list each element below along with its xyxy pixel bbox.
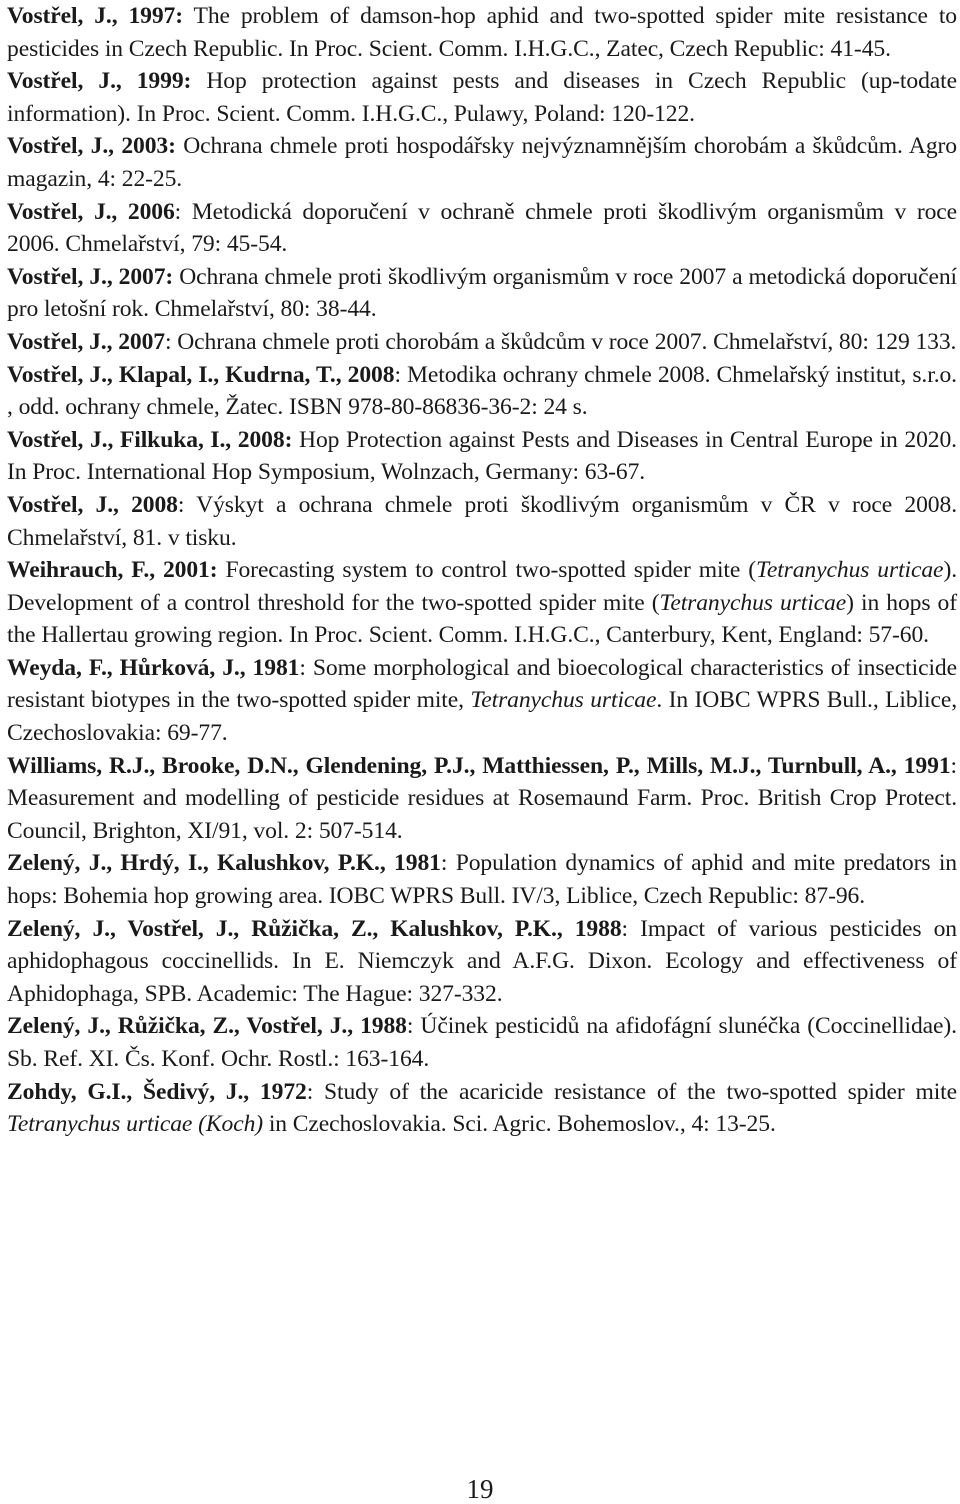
reference-text: : Measurement and modelling of pesticide residues at Rosemaund Farm. Proc. British Crop Protect. Council, Brighton, XI/91, vol. 2: 507-514. bbox=[7, 752, 957, 844]
reference-entry bbox=[7, 913, 957, 1011]
reference-entry bbox=[7, 1010, 957, 1075]
reference-text: : Some morphological and bioecological characteristics of insecticide resistant biotypes in the two-spotted spider mite, bbox=[7, 654, 957, 714]
reference-authors: Vostřel, J., Klapal, I., Kudrna, T., 2008 bbox=[7, 361, 395, 388]
reference-authors: Vostřel, J., 2008 bbox=[7, 491, 178, 518]
reference-text: Hop protection against pests and diseases in Czech Republic (up-todate information). In Proc. Scient. Comm. I.H.G.C., Pulawy, Poland: 120-122. bbox=[7, 68, 957, 127]
reference-authors: Zelený, J., Růžička, Z., Vostřel, J., 1988 bbox=[7, 1013, 407, 1040]
reference-text: : Metodika ochrany chmele 2008. Chmelařský institut, s.r.o. , odd. ochrany chmele, Žatec. ISBN 978-80-86836-36-2: 24 s. bbox=[7, 361, 957, 421]
species-name: Tetranychus urticae bbox=[470, 687, 657, 714]
reference-text: ) in hops of the Hallertau growing region. In Proc. Scient. Comm. I.H.G.C., Canterbury, Kent, England: 57-60. bbox=[7, 589, 958, 649]
reference-text: : Účinek pesticidů na afidofágní slunéčka (Coccinellidae). Sb. Ref. XI. Čs. Konf. Ochr. Rostl.: 163-164. bbox=[7, 1013, 957, 1072]
reference-authors: Vostřel, J., 1997: bbox=[7, 3, 184, 29]
reference-text: : Výskyt a ochrana chmele proti škodlivým organismům v ČR v roce 2008. Chmelařství, 81. v tisku. bbox=[7, 491, 957, 551]
reference-text: : Impact of various pesticides on aphidophagous coccinellids. In E. Niemczyk and A.F.G. Dixon. Ecology and effectiveness of Aphidophaga, SPB. Academic: The Hague: 327-332. bbox=[7, 915, 957, 1007]
reference-entry bbox=[7, 847, 957, 912]
reference-authors: Vostřel, J., 2007 bbox=[7, 328, 165, 355]
page-number: 19 bbox=[466, 1474, 494, 1504]
reference-entry bbox=[7, 750, 957, 848]
reference-text: Ochrana chmele proti škodlivým organismům v roce 2007 a metodická doporučení pro letošní rok. Chmelařství, 80: 38-44. bbox=[7, 263, 957, 323]
reference-authors: Weihrauch, F., 2001: bbox=[7, 557, 218, 584]
reference-authors: Zohdy, G.I., Šedivý, J., 1972 bbox=[7, 1078, 307, 1105]
species-name: Tetranychus urticae (Koch) bbox=[7, 1111, 264, 1138]
reference-authors: Vostřel, J., 2003: bbox=[7, 133, 176, 160]
reference-entry bbox=[7, 489, 957, 554]
reference-text: in Czechoslovakia. Sci. Agric. Bohemoslov., 4: 13-25. bbox=[263, 1111, 776, 1138]
reference-authors: Zelený, J., Vostřel, J., Růžička, Z., Kalushkov, P.K., 1988 bbox=[7, 915, 622, 942]
reference-authors: Williams, R.J., Brooke, D.N., Glendening, P.J., Matthiessen, P., Mills, M.J., Turnbull, A., 1991 bbox=[7, 752, 951, 779]
reference-text: The problem of damson-hop aphid and two-spotted spider mite resistance to pesticides in Czech Republic. In Proc. Scient. Comm. I.H.G.C., Zatec, Czech Republic: 41-45. bbox=[7, 3, 957, 62]
reference-text: ). Development of a control threshold for the two-spotted spider mite ( bbox=[7, 557, 957, 616]
reference-entry bbox=[7, 1076, 957, 1141]
reference-authors: Weyda, F., Hůrková, J., 1981 bbox=[7, 654, 300, 681]
reference-text: : Study of the acaricide resistance of the two-spotted spider mite bbox=[306, 1078, 957, 1105]
reference-text: Ochrana chmele proti hospodářsky nejvýznamnějším chorobám a škůdcům. Agro magazin, 4: 22-25. bbox=[7, 133, 957, 192]
reference-list bbox=[7, 0, 957, 1141]
reference-entry bbox=[7, 424, 957, 489]
reference-authors: Vostřel, J., Filkuka, I., 2008: bbox=[7, 426, 293, 453]
reference-page bbox=[7, 0, 957, 1141]
reference-authors: Vostřel, J., 2007: bbox=[7, 263, 174, 290]
reference-authors: Zelený, J., Hrdý, I., Kalushkov, P.K., 1981 bbox=[7, 850, 441, 877]
reference-entry bbox=[7, 554, 957, 652]
species-name: Tetranychus urticae bbox=[659, 589, 847, 616]
reference-entry bbox=[7, 261, 957, 326]
reference-entry bbox=[7, 652, 957, 750]
reference-authors: Vostřel, J., 2006 bbox=[7, 198, 175, 225]
reference-entry bbox=[7, 326, 957, 359]
reference-text: Forecasting system to control two-spotted spider mite ( bbox=[217, 557, 756, 584]
reference-authors: Vostřel, J., 1999: bbox=[7, 68, 192, 95]
species-name: Tetranychus urticae bbox=[755, 557, 944, 584]
reference-text: : Metodická doporučení v ochraně chmele proti škodlivým organismům v roce 2006. Chmelařství, 79: 45-54. bbox=[7, 198, 958, 258]
reference-text: : Population dynamics of aphid and mite predators in hops: Bohemia hop growing area. IOBC WPRS Bull. IV/3, Liblice, Czech Republic: 87-96. bbox=[7, 850, 958, 910]
reference-text: . In IOBC WPRS Bull., Liblice, Czechoslovakia: 69-77. bbox=[7, 687, 957, 747]
reference-entry bbox=[7, 65, 957, 130]
reference-entry bbox=[7, 130, 957, 195]
reference-entry bbox=[7, 359, 957, 424]
reference-entry bbox=[7, 0, 957, 65]
reference-text: Hop Protection against Pests and Diseases in Central Europe in 2020. In Proc. International Hop Symposium, Wolnzach, Germany: 63-67. bbox=[7, 426, 957, 486]
reference-entry bbox=[7, 196, 957, 261]
reference-text: : Ochrana chmele proti chorobám a škůdcům v roce 2007. Chmelařství, 80: 129 133. bbox=[164, 328, 957, 355]
